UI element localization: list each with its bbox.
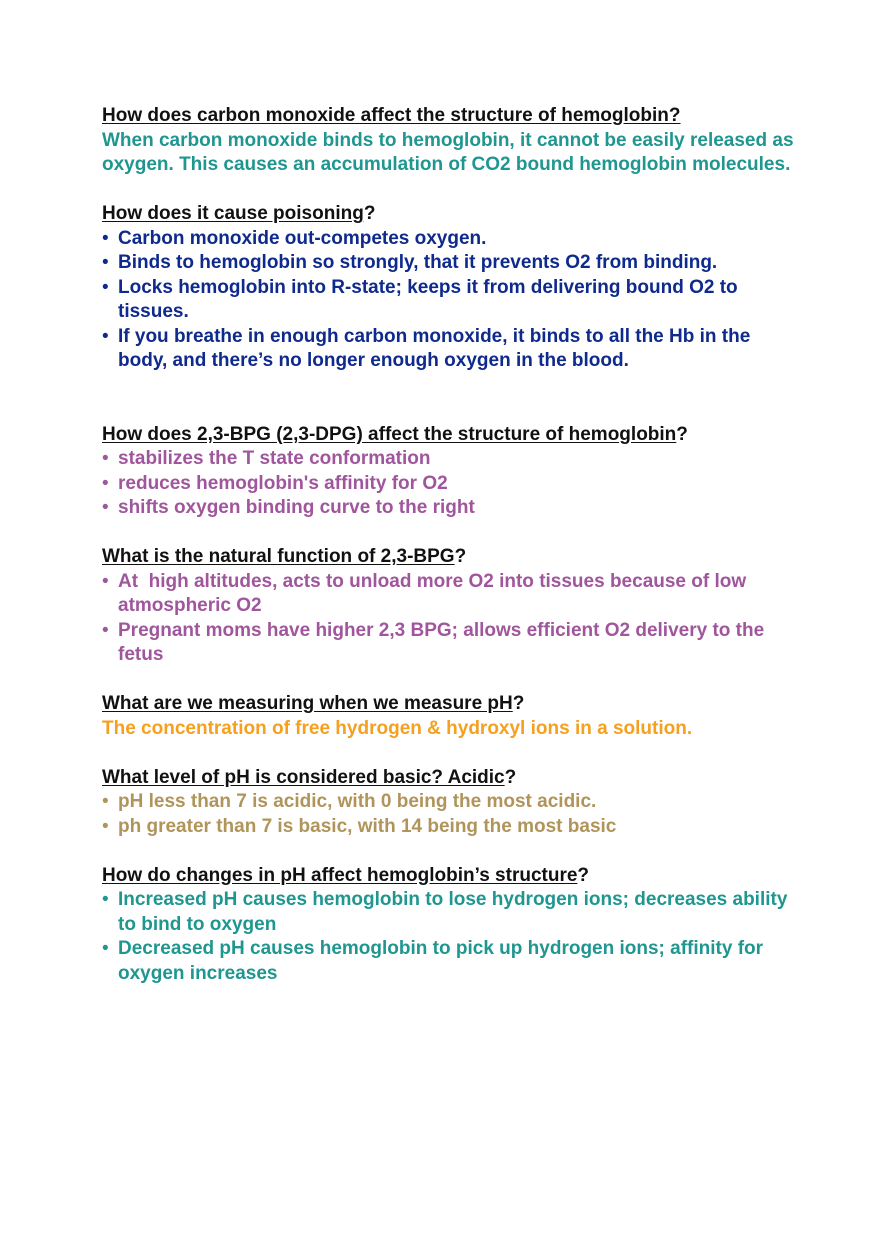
list-item-text: At high altitudes, acts to unload more O2 into tissues because of low atmospheric O2 xyxy=(118,570,752,616)
question-punct: ? xyxy=(676,423,688,445)
section-bpg-function xyxy=(102,545,802,668)
bullet-dot-icon: • xyxy=(102,619,109,641)
bullet-dot-icon: • xyxy=(102,227,109,249)
list-item-text: Binds to hemoglobin so strongly, that it prevents O2 from binding. xyxy=(118,252,718,273)
list-item-text: Decreased pH causes hemoglobin to pick up hydrogen ions; affinity for oxygen increases xyxy=(118,938,764,984)
list-item-text: pH less than 7 is acidic, with 0 being the most acidic. xyxy=(118,791,597,812)
list-item xyxy=(102,570,802,619)
question-heading xyxy=(102,104,802,129)
list-item xyxy=(102,447,802,472)
list-item xyxy=(102,325,802,374)
list-item xyxy=(102,937,802,986)
bullet-list xyxy=(102,570,802,668)
bullet-dot-icon: • xyxy=(102,815,109,837)
question-heading xyxy=(102,766,802,791)
bullet-dot-icon: • xyxy=(102,570,109,592)
bullet-dot-icon: • xyxy=(102,497,109,518)
list-item-text: Locks hemoglobin into R-state; keeps it from delivering bound O2 to tissues. xyxy=(118,276,738,322)
section-co-poisoning xyxy=(102,202,802,374)
question-heading xyxy=(102,202,802,227)
list-item-text: stabilizes the T state conformation xyxy=(118,448,431,469)
list-item-text: Pregnant moms have higher 2,3 BPG; allows efficient O2 delivery to the fetus xyxy=(118,619,765,665)
list-item xyxy=(102,227,802,252)
list-item xyxy=(102,496,802,521)
list-item-text: Increased pH causes hemoglobin to lose hydrogen ions; decreases ability to bind to oxygen xyxy=(118,889,788,935)
question-text: How does carbon monoxide affect the structure of hemoglobin? xyxy=(102,105,681,126)
section-co-structure xyxy=(102,104,802,178)
question-text: How do changes in pH affect hemoglobin’s structure xyxy=(102,864,578,886)
bullet-dot-icon: • xyxy=(102,276,109,298)
bullet-dot-icon: • xyxy=(102,938,109,959)
bullet-list xyxy=(102,227,802,374)
list-item-text: If you breathe in enough carbon monoxide, it binds to all the Hb in the body, and there’s no longer enough oxygen in the blood. xyxy=(118,325,751,371)
notes-body xyxy=(102,104,802,1011)
bullet-dot-icon: • xyxy=(102,325,109,347)
list-item-text: reduces hemoglobin's affinity for O2 xyxy=(118,472,448,494)
bullet-list xyxy=(102,888,802,986)
list-item-text: Carbon monoxide out-competes oxygen. xyxy=(118,227,487,249)
question-text: How does it cause poisoning xyxy=(102,203,364,224)
question-heading xyxy=(102,423,802,448)
question-text: What is the natural function of 2,3-BPG xyxy=(102,546,455,567)
question-text: What level of pH is considered basic? Acidic xyxy=(102,766,505,788)
section-ph-levels xyxy=(102,766,802,840)
section-ph-measure xyxy=(102,692,802,741)
question-heading xyxy=(102,864,802,889)
list-item xyxy=(102,619,802,668)
question-heading xyxy=(102,692,802,717)
list-item xyxy=(102,815,802,840)
question-text: How does 2,3-BPG (2,3-DPG) affect the structure of hemoglobin xyxy=(102,423,677,445)
list-item xyxy=(102,790,802,815)
answer-text: When carbon monoxide binds to hemoglobin, it cannot be easily released as oxygen. This causes an accumulation of CO2 bound hemoglobin molecules. xyxy=(102,129,794,175)
list-item xyxy=(102,888,802,937)
bullet-list xyxy=(102,447,802,521)
list-item xyxy=(102,472,802,497)
section-bpg-structure xyxy=(102,423,802,521)
question-punct: ? xyxy=(504,766,517,788)
bullet-dot-icon: • xyxy=(102,252,109,273)
bullet-dot-icon: • xyxy=(102,889,109,910)
section-ph-hemoglobin xyxy=(102,864,802,987)
bullet-dot-icon: • xyxy=(102,472,109,494)
question-punct: ? xyxy=(363,203,376,224)
list-item xyxy=(102,276,802,325)
bullet-dot-icon: • xyxy=(102,448,109,469)
list-item-text: ph greater than 7 is basic, with 14 being the most basic xyxy=(118,815,617,837)
list-item-text: shifts oxygen binding curve to the right xyxy=(118,497,475,518)
answer-text: The concentration of free hydrogen & hydroxyl ions in a solution. xyxy=(102,717,693,739)
question-punct: ? xyxy=(454,546,467,567)
bullet-list xyxy=(102,790,802,839)
bullet-dot-icon: • xyxy=(102,791,109,812)
question-heading xyxy=(102,545,802,570)
question-punct: ? xyxy=(512,693,525,714)
question-punct: ? xyxy=(577,864,590,886)
question-text: What are we measuring when we measure pH xyxy=(102,693,513,714)
list-item xyxy=(102,251,802,276)
